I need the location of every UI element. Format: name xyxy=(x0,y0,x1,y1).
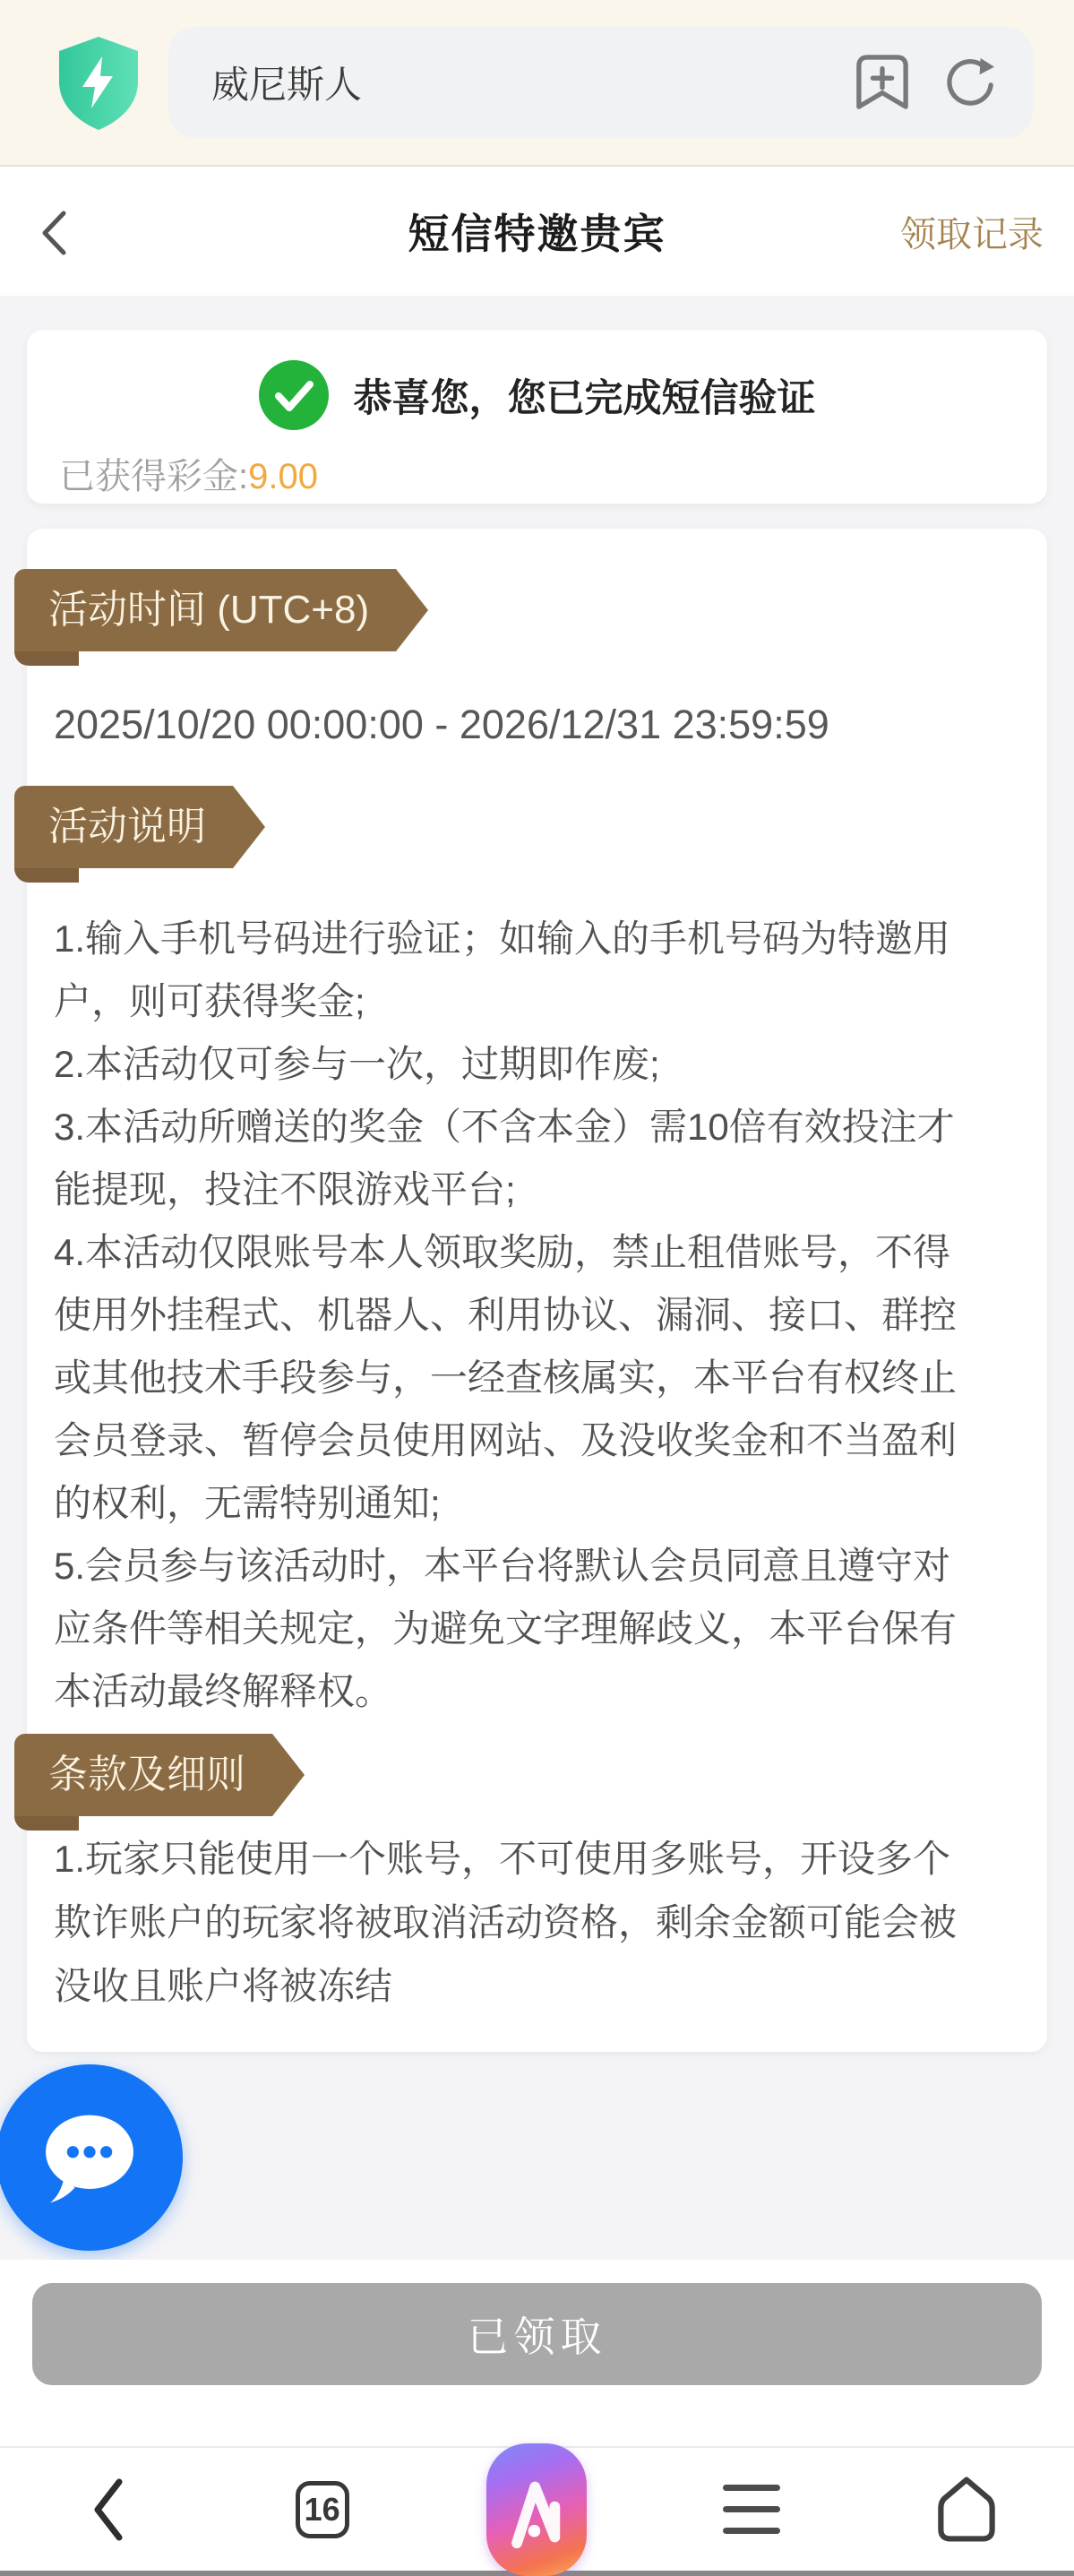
ribbon-arrow xyxy=(233,786,265,868)
congrats-message: 恭喜您，您已完成短信验证 xyxy=(353,376,816,420)
nav-tabs-button[interactable] xyxy=(215,2481,430,2538)
home-icon xyxy=(929,2472,1004,2547)
ribbon-arrow xyxy=(396,569,428,651)
bonus-label: 已获得彩金: xyxy=(59,457,249,496)
nav-back-icon xyxy=(90,2477,125,2543)
claim-records-link[interactable]: 领取记录 xyxy=(900,214,1044,254)
address-input[interactable] xyxy=(168,27,1033,138)
activity-date-range: 2025/10/20 00:00:00 - 2026/12/31 23:59:59 xyxy=(54,702,829,747)
rule-item: 3.本活动所赠送的奖金（不含本金）需10倍有效投注才能提现，投注不限游戏平台; xyxy=(54,1106,955,1210)
ribbon-arrow xyxy=(272,1734,305,1816)
activity-card xyxy=(27,529,1047,2052)
claim-button[interactable]: 已领取 xyxy=(32,2283,1042,2385)
section-ribbon-activity-time xyxy=(14,569,396,651)
footer-bar xyxy=(0,2260,1074,2446)
ribbon-label: 活动时间 (UTC+8) xyxy=(48,588,370,632)
browser-logo-icon xyxy=(486,2443,587,2576)
section-ribbon-terms xyxy=(14,1734,272,1816)
bonus-value: 9.00 xyxy=(248,457,318,496)
customer-service-chat-button[interactable] xyxy=(0,2064,183,2251)
nav-menu-button[interactable] xyxy=(644,2485,859,2534)
ribbon-label: 活动说明 xyxy=(48,805,206,849)
rule-item: 1.输入手机号码进行验证；如输入的手机号码为特邀用户，则可获得奖金; xyxy=(54,918,951,1022)
menu-icon xyxy=(723,2485,780,2534)
success-check-icon xyxy=(259,360,329,430)
refresh-icon[interactable] xyxy=(943,56,995,108)
ribbon-fold xyxy=(14,1816,79,1831)
bookmark-add-icon[interactable] xyxy=(855,53,909,112)
rule-item: 4.本活动仅限账号本人领取奖励，禁止租借账号，不得使用外挂程式、机器人、利用协议、漏洞、接口、群控或其他技术手段参与，一经查核属实，本平台有权终止会员登录、暂停会员使用网站、及没收奖金和不当盈利的权利，无需特别通知; xyxy=(54,1231,958,1524)
browser-nav-bar xyxy=(0,2446,1074,2571)
chat-bubble-icon xyxy=(18,2086,161,2229)
ribbon-fold xyxy=(14,651,79,666)
activity-rules xyxy=(54,908,967,1723)
nav-app-home-button[interactable] xyxy=(430,2443,645,2576)
rule-item: 2.本活动仅可参与一次，过期即作废; xyxy=(54,1043,660,1085)
page-header xyxy=(0,167,1074,296)
page-content xyxy=(0,296,1074,2528)
nav-back-button[interactable] xyxy=(0,2477,215,2543)
terms-text: 1.玩家只能使用一个账号，不可使用多账号，开设多个欺诈账户的玩家将被取消活动资格，剩余金额可能会被没收且账户将被冻结 xyxy=(54,1838,958,2007)
ribbon-label: 条款及细则 xyxy=(48,1753,245,1796)
security-shield-icon[interactable] xyxy=(52,33,145,134)
url-text[interactable]: 威尼斯人 xyxy=(211,64,363,106)
tab-counter xyxy=(296,2481,349,2538)
ribbon-fold xyxy=(14,868,79,883)
congrats-card xyxy=(27,330,1047,504)
rule-item: 5.会员参与该活动时，本平台将默认会员同意且遵守对应条件等相关规定，为避免文字理解歧义，本平台保有本活动最终解释权。 xyxy=(54,1545,958,1712)
browser-address-bar xyxy=(0,0,1074,167)
bonus-line xyxy=(59,448,1047,499)
page-title: 短信特邀贵宾 xyxy=(408,211,666,257)
nav-home-button[interactable] xyxy=(859,2472,1074,2547)
section-ribbon-activity-desc xyxy=(14,786,233,868)
tab-count: 16 xyxy=(304,2490,340,2528)
